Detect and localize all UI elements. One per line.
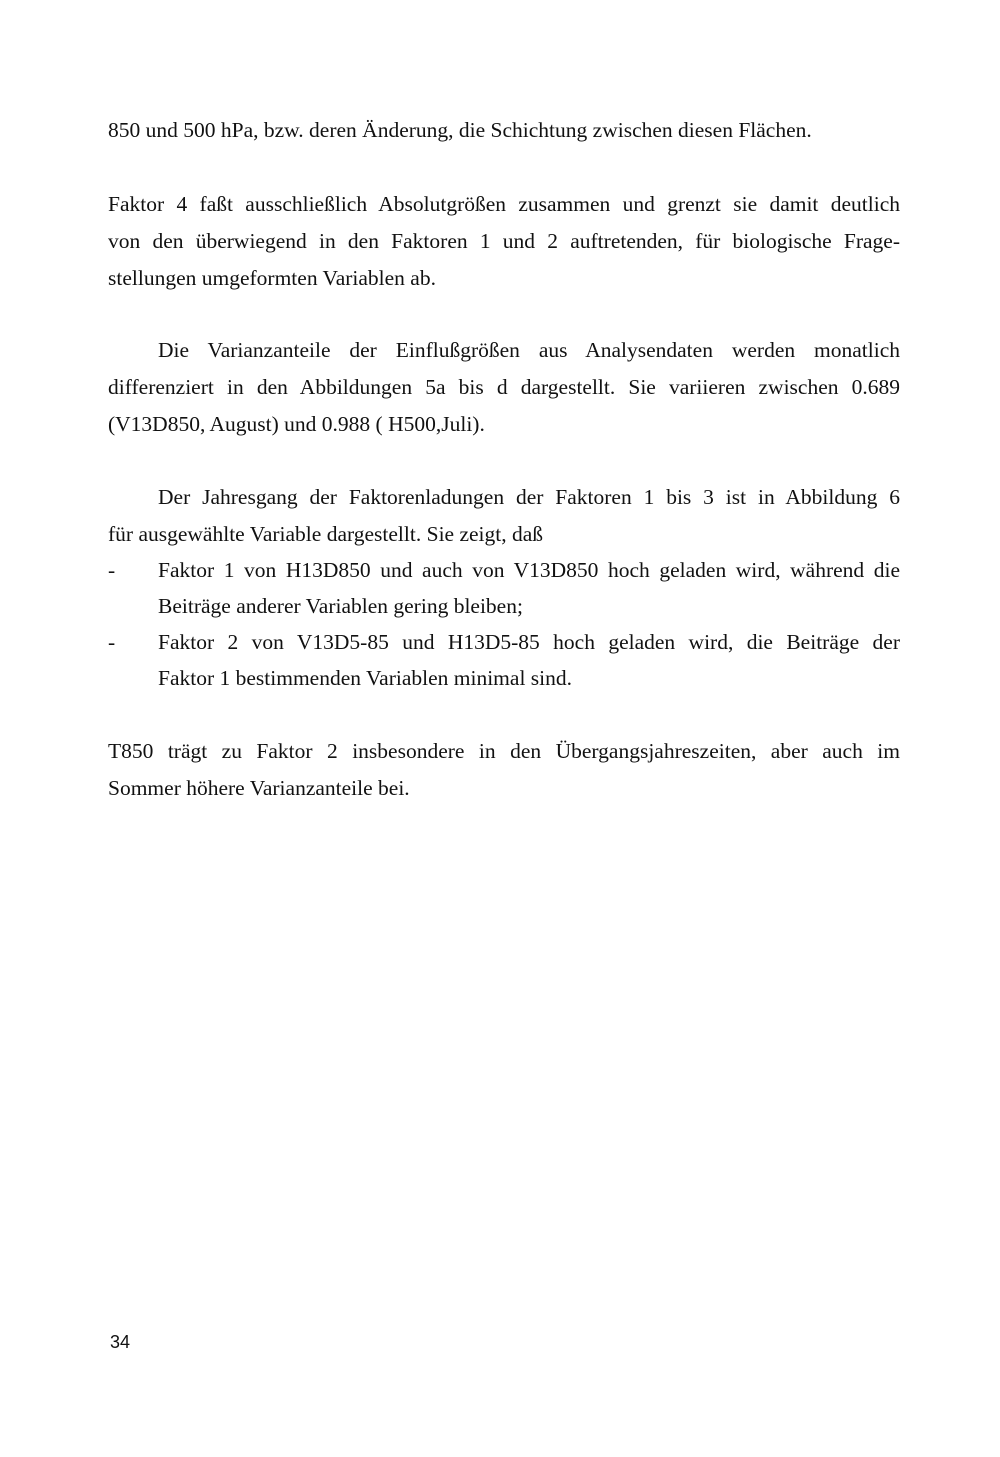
paragraph-3-line-1: Die Varianzanteile der Einflußgrößen aus Analysendaten werden monatlich: [158, 338, 900, 362]
paragraph-3-line-3: (V13D850, August) und 0.988 ( H500,Juli).: [108, 412, 485, 436]
list-item-1-line-1: Faktor 1 von H13D850 und auch von V13D850 hoch geladen wird, während die: [158, 558, 900, 582]
list-item-1-line-2: Beiträge anderer Variablen gering bleiben;: [158, 594, 523, 618]
list-item-2-line-2: Faktor 1 bestimmenden Variablen minimal sind.: [158, 666, 573, 690]
list-dash-2: -: [108, 630, 116, 654]
paragraph-5-line-1: T850 trägt zu Faktor 2 insbesondere in den Übergangsjahreszeiten, aber auch im: [108, 739, 900, 763]
list-dash-1: -: [108, 558, 116, 582]
paragraph-5-line-2: Sommer höhere Varianzanteile bei.: [108, 776, 410, 800]
paragraph-2-line-2: von den überwiegend in den Faktoren 1 und 2 auftretenden, für biologische Frage-: [108, 229, 900, 253]
paragraph-4-line-1: Der Jahresgang der Faktorenladungen der Faktoren 1 bis 3 ist in Abbildung 6: [158, 485, 900, 509]
paragraph-4-line-2: für ausgewählte Variable dargestellt. Sie zeigt, daß: [108, 522, 544, 546]
page-number: 34: [110, 1332, 131, 1352]
paragraph-2-line-1: Faktor 4 faßt ausschließlich Absolutgrößen zusammen und grenzt sie damit deutlich: [108, 192, 900, 216]
paragraph-3-line-2: differenziert in den Abbildungen 5a bis d dargestellt. Sie variieren zwischen 0.689: [108, 375, 900, 399]
list-item-2-line-1: Faktor 2 von V13D5-85 und H13D5-85 hoch geladen wird, die Beiträge der: [158, 630, 900, 654]
paragraph-1-line-1: 850 und 500 hPa, bzw. deren Änderung, die Schichtung zwischen diesen Flächen.: [108, 118, 812, 142]
paragraph-2-line-3: stellungen umgeformten Variablen ab.: [108, 266, 436, 290]
